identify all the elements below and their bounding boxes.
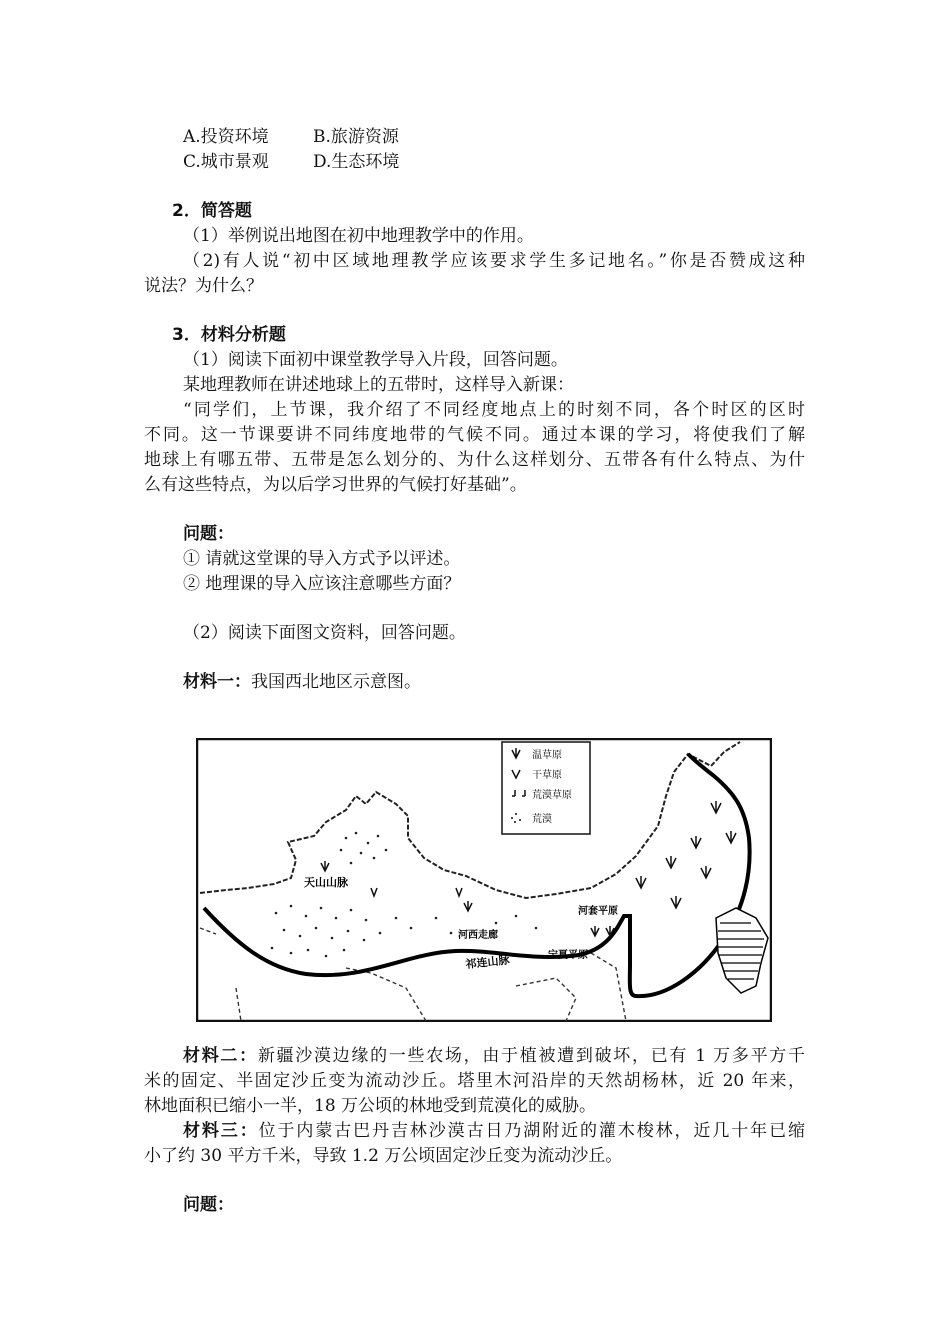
questions-label: 问题： — [183, 524, 234, 544]
quote-line-4: 么有这些特点，为以后学习世界的气候打好基础”。 — [144, 475, 527, 495]
quote-line-2: 不同。这一节课要讲不同纬度地带的气候不同。通过本课的学习，将使我们了解 — [144, 425, 805, 445]
material-2-text: 新疆沙漠边缘的一些农场，由于植被遭到破坏，已有 1 万多平方千 — [257, 1046, 806, 1066]
q3-heading: 3．材料分析题 — [172, 325, 286, 345]
q3-item-1: （1）阅读下面初中课堂教学导入片段，回答问题。 — [183, 350, 568, 370]
q3-item-2: （2）阅读下面图文资料，回答问题。 — [183, 623, 466, 643]
northwest-china-map — [196, 738, 772, 1022]
material-3-text: 位于内蒙古巴丹吉林沙漠古日乃湖附近的灌木梭林，近几十年已缩 — [258, 1121, 805, 1141]
legend-4: 荒漠 — [532, 814, 552, 825]
material-3-line-1 — [183, 1119, 805, 1143]
material-3-line-2: 小了约 30 平方千米，导致 1.2 万公顷固定沙丘变为流动沙丘。 — [144, 1146, 623, 1166]
q2-item-2-line-2: 说法？为什么？ — [144, 276, 263, 296]
option-b: B.旅游资源 — [313, 127, 399, 147]
material-2-line-1 — [183, 1044, 805, 1068]
legend-1: 温草原 — [532, 750, 562, 761]
q2-item-2-line-1: （2)有人说“初中区域地理教学应该要求学生多记地名。”你是否赞成这种 — [183, 251, 805, 271]
q2-item-1: （1）举例说出地图在初中地理教学中的作用。 — [183, 226, 534, 246]
label-tianshan: 天山山脉 — [304, 876, 348, 889]
legend-2: 干草原 — [532, 770, 562, 781]
material-1 — [183, 670, 421, 694]
quote-line-3: 地球上有哪五带、五带是怎么划分的、为什么这样划分、五带各有什么特点、为什 — [144, 450, 805, 470]
q2-heading: 2．简答题 — [172, 201, 252, 221]
label-hexi: 河西走廊 — [458, 930, 498, 941]
question-2: ② 地理课的导入应该注意哪些方面？ — [183, 574, 461, 594]
option-d: D.生态环境 — [313, 152, 400, 172]
questions-2-label: 问题： — [183, 1195, 234, 1215]
options-row-2 — [183, 150, 399, 174]
question-1: ① 请就这堂课的导入方式予以评述。 — [183, 549, 461, 569]
options-row-1 — [183, 125, 399, 149]
material-1-text: 我国西北地区示意图。 — [251, 672, 421, 692]
label-ningxia: 宁夏平原 — [548, 950, 588, 961]
label-hetao: 河套平原 — [578, 906, 618, 917]
quote-line-1: “同学们，上节课，我介绍了不同经度地点上的时刻不同，各个时区的区时 — [183, 400, 805, 420]
label-qilian: 祁连山脉 — [464, 953, 511, 971]
legend-3: 荒漠草原 — [532, 790, 572, 801]
material-2-line-3: 林地面积已缩小一半，18 万公顷的林地受到荒漠化的威胁。 — [144, 1096, 597, 1116]
material-3-label: 材料三： — [183, 1121, 259, 1141]
option-a: A.投资环境 — [183, 127, 269, 147]
option-c: C.城市景观 — [183, 152, 269, 172]
q3-intro: 某地理教师在讲述地球上的五带时，这样导入新课： — [183, 375, 574, 395]
material-1-label: 材料一： — [183, 672, 251, 692]
material-2-line-2: 米的固定、半固定沙丘变为流动沙丘。塔里木河沿岸的天然胡杨林，近 20 年来， — [144, 1071, 805, 1091]
material-2-label: 材料二： — [183, 1046, 258, 1066]
